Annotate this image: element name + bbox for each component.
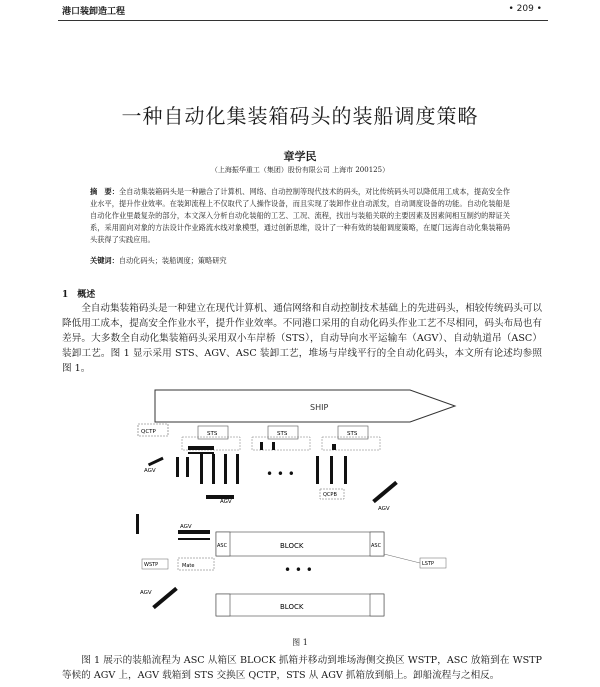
wstp-label: WSTP [144, 562, 159, 568]
figure-caption: 图 1 [292, 638, 308, 647]
agv-label-1: AGV [144, 468, 156, 474]
running-header [0, 0, 600, 22]
sts-crane-1 [182, 426, 240, 454]
agv-label-4: AGV [180, 524, 192, 530]
sts-label-3: STS [347, 431, 358, 437]
agv-2 [176, 457, 179, 477]
agv-8 [316, 456, 319, 484]
ship-hull [155, 390, 455, 422]
qcpb-label: QCPB [323, 492, 337, 498]
agv-7 [236, 454, 239, 484]
lstp-leader [384, 554, 420, 563]
asc-label-1: ASC [217, 543, 228, 549]
sts-crane-2 [252, 426, 310, 450]
ellipsis-1: • • • [266, 467, 295, 481]
journal-name: 港口装卸造工程 [62, 7, 126, 17]
agv-3 [186, 457, 189, 477]
intro-paragraph: 全自动集装箱码头是一种建立在现代计算机、通信网络和自动控制技术基础上的先进码头，相较传统码头可以降低用工成本，提高安全作业水平，提升作业效率。不同港口采用的自动化码头作业工艺不尽相同，码头布局也有差异。大多数全自动化集装箱码头采用双小车岸桥（STS），自动导向水平运输车（AGV）、自动轨道吊（ASC）装卸工艺。图 1 显示采用 STS、AGV、ASC 装卸工艺，堆场与岸线平行的全自动化码头，本文所有论述均参照图 1。 [62, 303, 542, 374]
section-heading: 1 概述 [62, 290, 96, 300]
agv-6 [224, 454, 227, 484]
agv-5 [212, 454, 215, 484]
block-label-1: BLOCK [280, 542, 304, 550]
ship-label: SHIP [310, 403, 329, 412]
abstract [90, 186, 510, 246]
agv-14 [178, 530, 210, 534]
block-label-2: BLOCK [280, 603, 304, 611]
agv-label-2: AGV [378, 506, 390, 512]
sts-label-1: STS [207, 431, 218, 437]
body-paragraph: 图 1 展示的装船流程为 ASC 从箱区 BLOCK 抓箱并移动到堆场海侧交换区 WSTP，ASC 放箱到在 WSTP 等候的 AGV 上，AGV 载箱到 STS 交换区 QCTP，STS 从 AGV 抓箱放到船上。卸船流程与之相反。 [62, 655, 542, 681]
ellipsis-2: • • • [284, 563, 313, 577]
agv-11 [372, 481, 398, 503]
agv-label-5: AGV [140, 590, 152, 596]
author: 章学民 [283, 150, 317, 163]
mate-label: Mate [182, 563, 195, 569]
article-title: 一种自动化集装箱码头的装船调度策略 [121, 104, 479, 128]
page-number: • 209 • [508, 4, 542, 14]
figure-svg [120, 382, 480, 632]
terminal-layout-figure [120, 382, 480, 632]
sts-label-2: STS [277, 431, 288, 437]
lstp-label: LSTP [422, 561, 435, 567]
keywords-label: 关键词： [90, 256, 119, 265]
agv-16 [152, 587, 178, 609]
agv-label-3: AGV [220, 499, 232, 505]
agv-4 [200, 454, 203, 484]
agv-10 [344, 456, 347, 484]
keywords [90, 256, 510, 266]
keywords-text: 自动化码头；装船调度；策略研究 [118, 256, 227, 265]
affiliation: （上海振华重工（集团）股份有限公司 上海市 200125） [210, 166, 390, 174]
abstract-text: 全自动集装箱码头是一种融合了计算机、网络、自动控制等现代技术的码头，对比传统码头可以降低用工成本，提高安全作业水平，提升作业效率。在装卸流程上不仅取代了人操作设备，而且实现了装卸作业自动派发，自动调度设备的功能。自动化装船是自动化作业里最复杂的部分，本文深入分析自动化装船的工艺、工况、流程，找出与装船关联的主要因素及因素间相互制约的辩证关系，采用面向对象的方法设计作业路流水线对象模型，通过创新思维，设计了一种有效的装船调度策略，在厦门远海自动化集装箱码头获得了实践应用。 [90, 187, 510, 244]
asc-lower-left [216, 594, 230, 616]
agv-9 [330, 456, 333, 484]
qctp-label: QCTP [141, 429, 156, 435]
abstract-label: 摘 要： [90, 187, 119, 196]
asc-label-2: ASC [371, 543, 382, 549]
asc-lower-right [370, 594, 384, 616]
agv-13 [136, 514, 139, 534]
sts-crane-3 [322, 426, 380, 450]
agv-15 [178, 538, 210, 540]
header-rule [58, 20, 548, 21]
agv-1 [148, 457, 164, 466]
